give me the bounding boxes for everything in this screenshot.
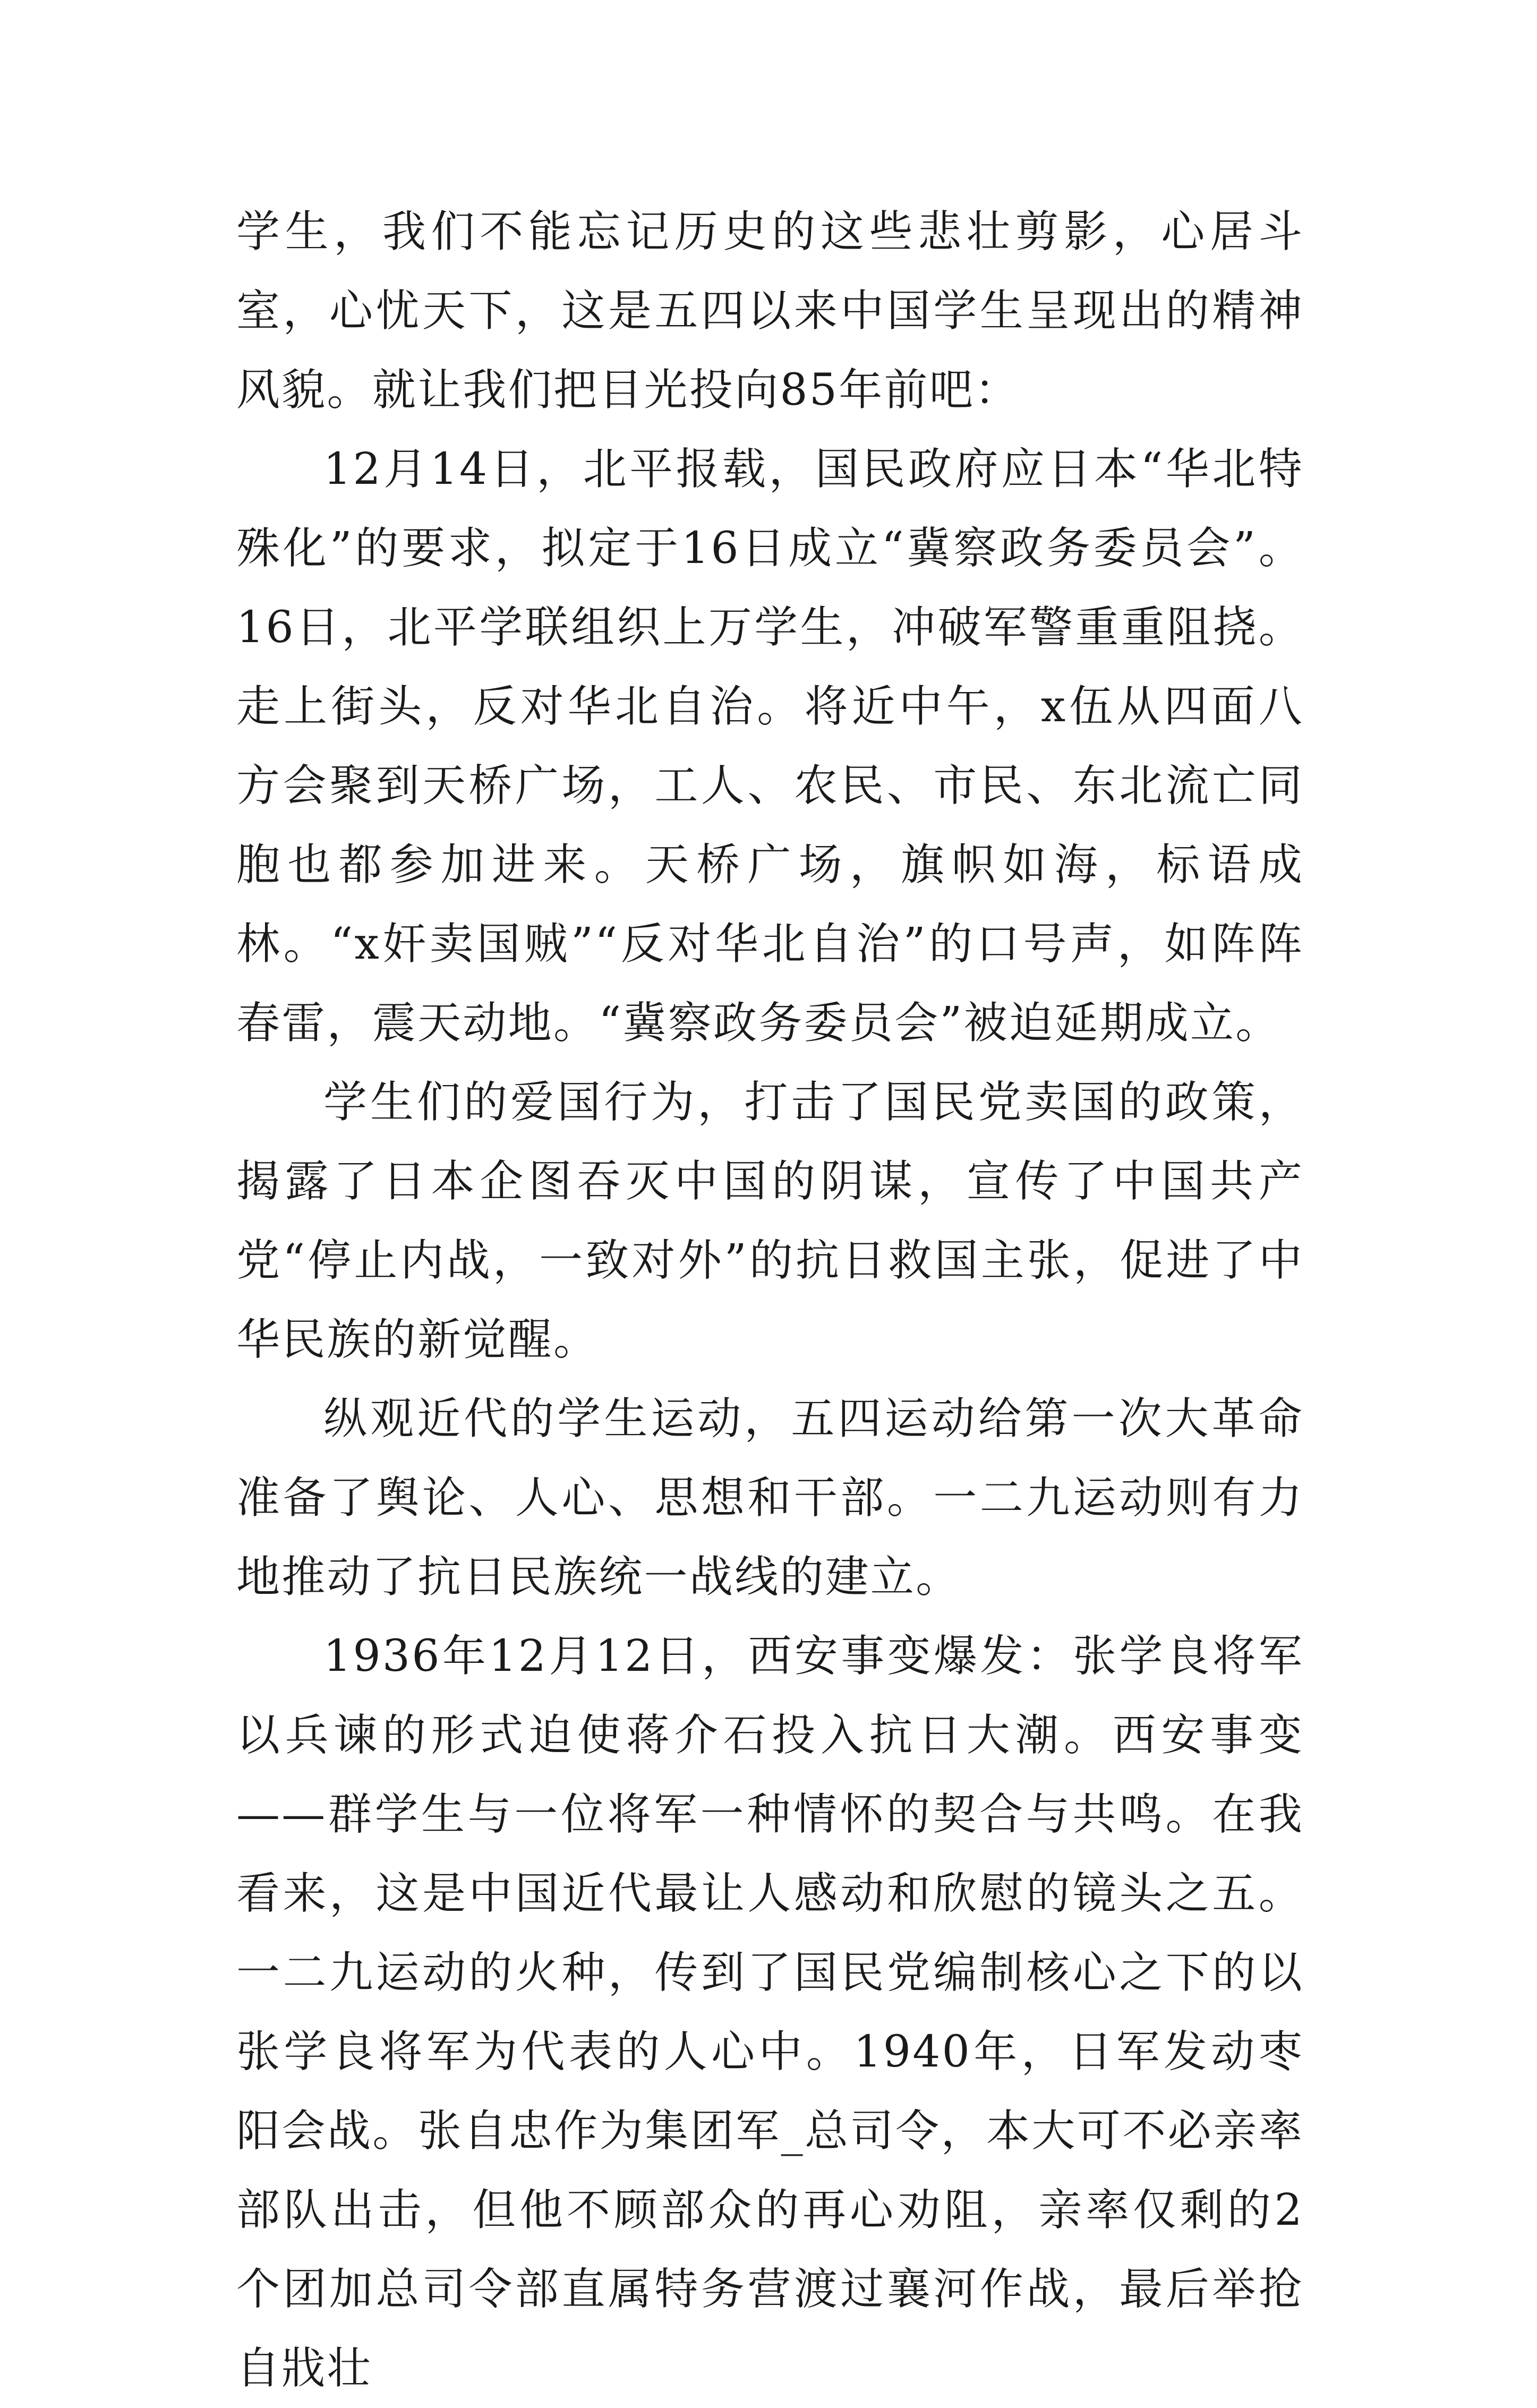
document-page [236,192,1304,2408]
paragraph-3: 学生们的爱国行为，打击了国民党卖国的政策，揭露了日本企图吞灭中国的阴谋，宣传了中国共产党“停止内战，一致对外”的抗日救国主张，促进了中华民族的新觉醒。 [236,1077,1304,1365]
paragraph-4: 纵观近代的学生运动，五四运动给第一次大革命准备了舆论、人心、思想和干部。一二九运动则有力地推动了抗日民族统一战线的建立。 [236,1394,1304,1602]
paragraph-1: 学生，我们不能忘记历史的这些悲壮剪影，心居斗室，心忧天下，这是五四以来中国学生呈现出的精神风貌。就让我们把目光投向85年前吧： [236,207,1304,415]
paragraph-2: 12月14日，北平报载，国民政府应日本“华北特殊化”的要求，拟定于16日成立“冀察政务委员会”。16日，北平学联组织上万学生，冲破军警重重阻挠。走上街头，反对华北自治。将近中午，x伍从四面八方会聚到天桥广场，工人、农民、市民、东北流亡同胞也都参加进来。天桥广场，旗帜如海，标语成林。“x奸卖国贼”“反对华北自治”的口号声，如阵阵春雷，震天动地。“冀察政务委员会”被迫延期成立。 [236,444,1304,1048]
paragraph-5: 1936年12月12日，西安事变爆发：张学良将军以兵谏的形式迫使蒋介石投入抗日大潮。西安事变——群学生与一位将军一种情怀的契合与共鸣。在我看来，这是中国近代最让人感动和欣慰的镜头之五。一二九运动的火种，传到了国民党编制核心之下的以张学良将军为代表的人心中。1940年，日军发动枣阳会战。张自忠作为集团军_总司令，本大可不必亲率部队出击，但他不顾部众的再心劝阻，亲率仅剩的2个团加总司令部直属特务营渡过襄河作战，最后举抢自戕壮 [236,1631,1304,2394]
